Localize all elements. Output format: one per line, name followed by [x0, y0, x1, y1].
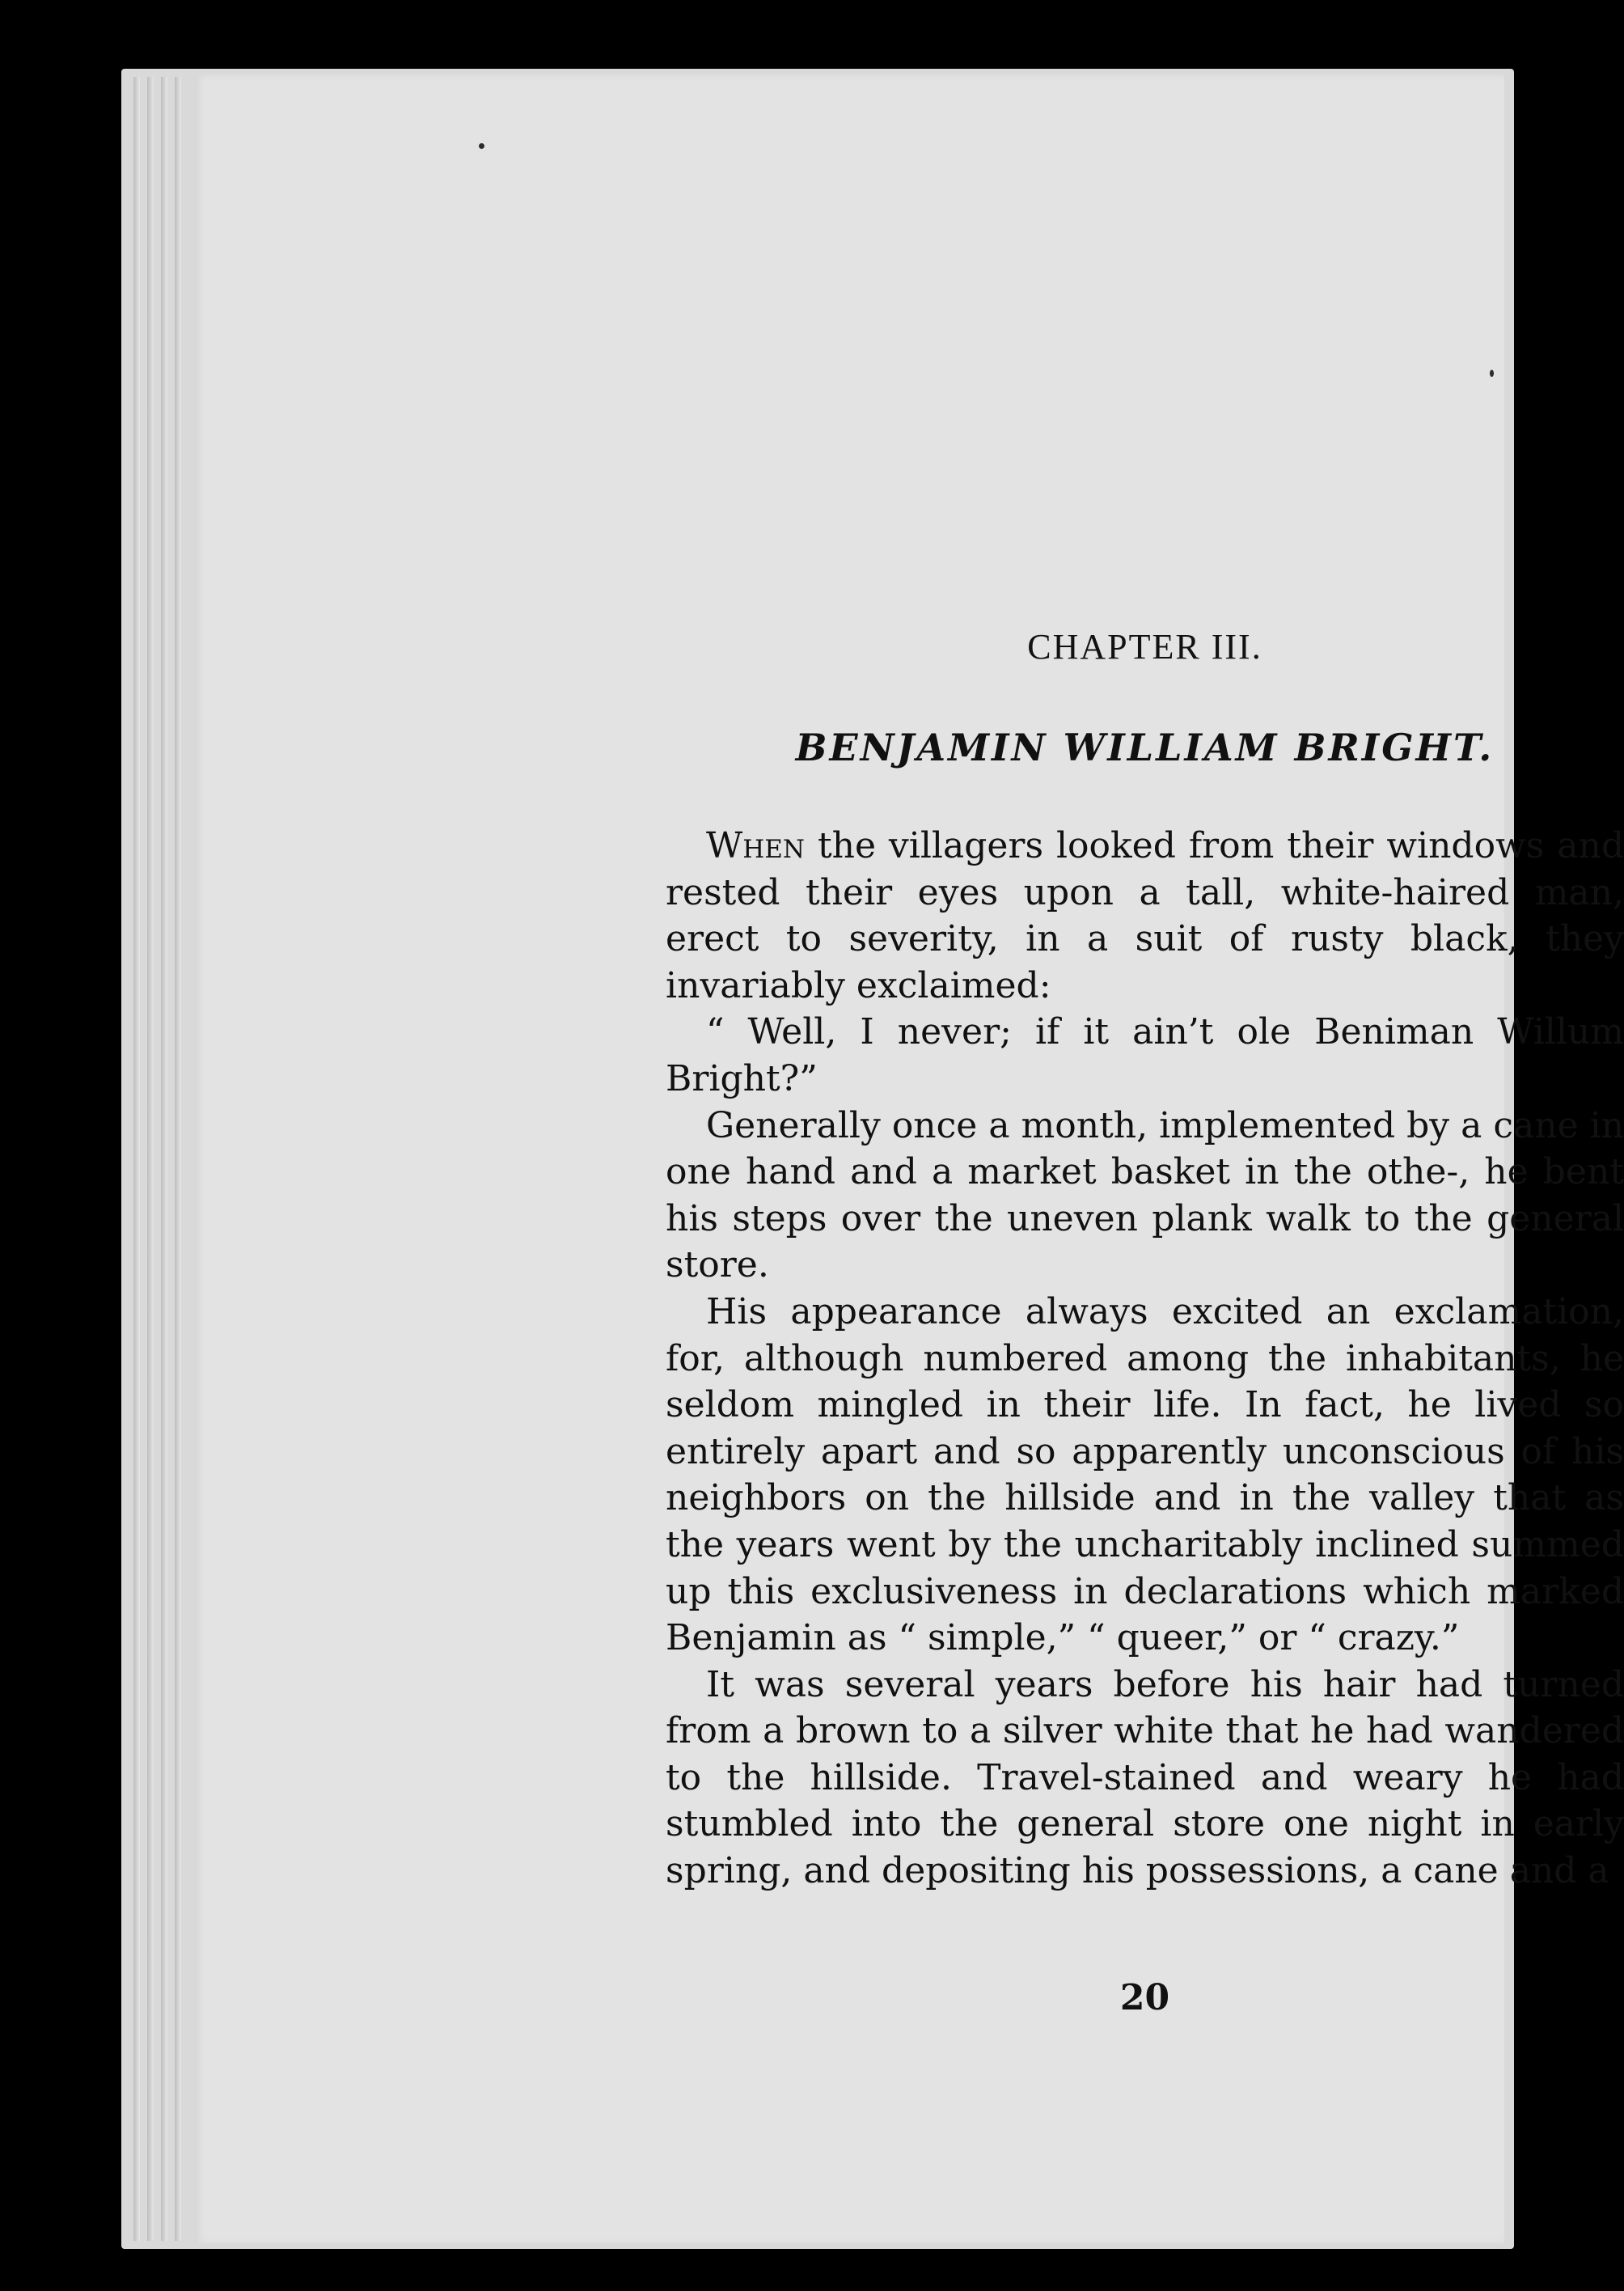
page-edge [133, 77, 140, 2241]
page-edge [175, 77, 181, 2241]
paragraph-lead: When [706, 825, 806, 866]
paragraph [666, 1009, 1624, 1102]
page-number: 20 [1119, 1977, 1170, 2018]
paragraph [666, 823, 1624, 1009]
paragraph [666, 1289, 1624, 1662]
page-edge [161, 77, 167, 2241]
page-edge [147, 77, 154, 2241]
paragraph-text: It was several years before his hair had turned from a brown to a silver white that he had wandered to the hillside. Travel-stained and weary he had stumbled into the general store one night in early spring, and depositing his possessions, a cane and a [666, 1663, 1624, 1892]
paragraph-text: Generally once a month, implemented by a cane in one hand and a market basket in the othe‑, he bent his steps over the uneven plank walk to the general store. [666, 1104, 1624, 1286]
book-page [194, 74, 1624, 2244]
chapter-heading: CHAPTER III. [1027, 627, 1262, 667]
paragraph [666, 1662, 1624, 1895]
page-speck [479, 143, 484, 149]
paragraph-text: “ Well, I never; if it ain’t ole Beniman Willum Bright?” [666, 1011, 1624, 1099]
paragraph-text: the villagers looked from their windows and rested their eyes upon a tall, white-haired man, erect to severity, in a suit of rusty black, they invariably exclaimed: [666, 825, 1624, 1006]
body-text [666, 823, 1624, 1895]
paragraph-text: His appearance always excited an exclamation, for, although numbered among the inhabitants, he seldom mingled in their life. In fact, he lived so entirely apart and so apparently unconscious of his neighbors on the hillside and in the valley that as the years went by the uncharitably inclined summed up this exclusiveness in declarations which marked Benjamin as “ simple,” “ queer,” or “ crazy.” [666, 1290, 1624, 1659]
page-speck [1490, 370, 1494, 377]
chapter-subtitle: BENJAMIN WILLIAM BRIGHT. [795, 726, 1495, 769]
paragraph [666, 1103, 1624, 1289]
